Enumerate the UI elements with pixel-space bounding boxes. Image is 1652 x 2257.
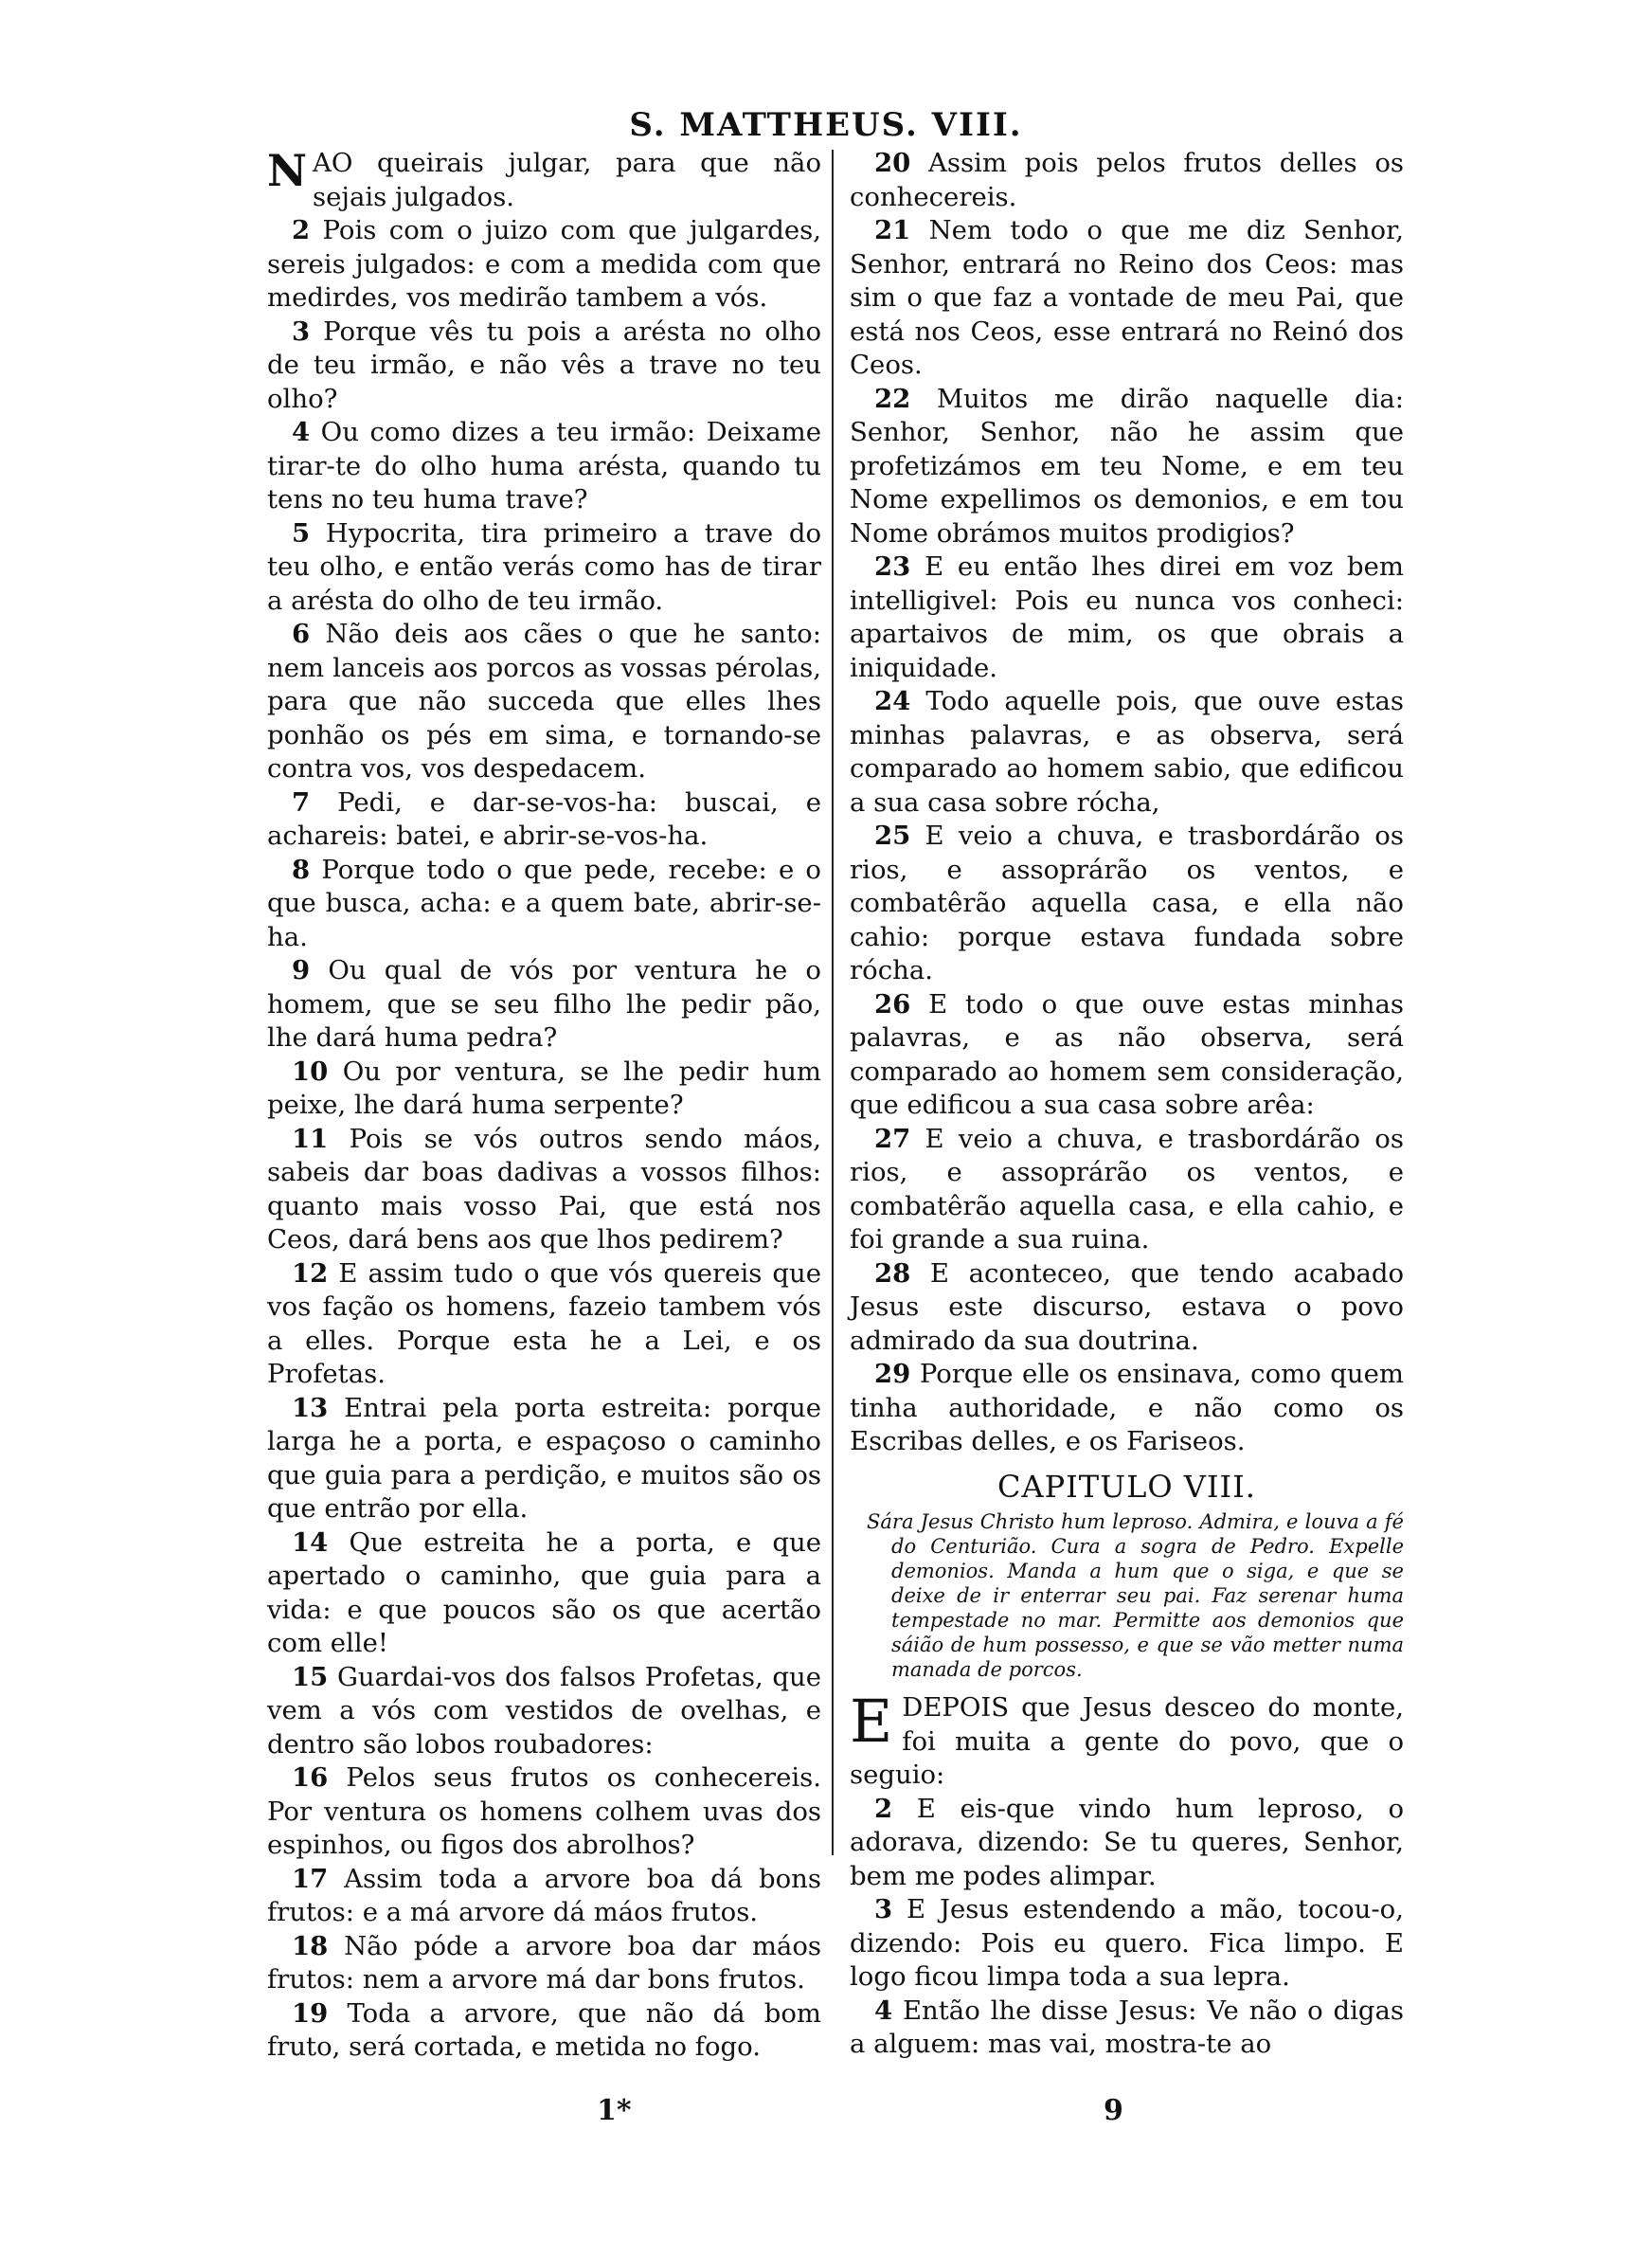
verse [267, 618, 821, 786]
verse-number: 4 [874, 1995, 893, 2026]
verse-text: E eu então lhes direi em voz bem intelligivel: Pois eu nunca vos conheci: apartaivos de mim, os que obrais a iniquidade. [850, 551, 1404, 683]
verse-text: Ou como dizes a teu irmão: Deixame tirar-te do olho huma arésta, quando tu tens no teu huma trave? [267, 417, 821, 515]
verse-text: Entrai pela porta estreita: porque larga he a porta, e espaçoso o caminho que guia para a perdição, e muitos são os que entrão por ella. [267, 1392, 821, 1524]
verse [267, 954, 821, 1056]
verse-number: 29 [874, 1359, 911, 1389]
verse-number: 10 [292, 1056, 329, 1087]
verse-text: Todo aquelle pois, que ouve estas minhas palavras, e as observa, será comparado ao homem sabio, que edificou a sua casa sobre rócha, [850, 686, 1404, 818]
verse-text: AO queirais julgar, para que não sejais julgados. [313, 148, 821, 212]
right-verse-list [850, 147, 1404, 1459]
verse-text: Porque elle os ensinava, como quem tinha authoridade, e não como os Escribas delles, e os Fariseos. [850, 1359, 1404, 1456]
verse-number: 22 [874, 383, 911, 414]
verse-number: 4 [292, 417, 311, 447]
verse-number: 9 [292, 955, 311, 985]
verse-text: Que estreita he a porta, e que apertado o caminho, que guia para a vida: e que poucos são os que acertão com elle! [267, 1526, 821, 1658]
verse-number: 20 [874, 148, 911, 178]
verse-text: E Jesus estendendo a mão, tocou-o, dizendo: Pois eu quero. Fica limpo. E logo ficou limpa toda a sua lepra. [850, 1894, 1404, 1992]
verse-text: Hypocrita, tira primeiro a trave do teu olho, e então verás como has de tirar a arésta do olho de teu irmão. [267, 517, 821, 616]
verse-text: Nem todo o que me diz Senhor, Senhor, entrará no Reino dos Ceos: mas sim o que faz a vontade de meu Pai, que está nos Ceos, esse entrará no Reinó dos Ceos. [850, 215, 1404, 380]
left-column [267, 147, 821, 2065]
verse-number: 18 [292, 1930, 329, 1961]
verse [850, 1995, 1404, 2062]
verse [850, 147, 1404, 214]
verse-number: 25 [874, 821, 911, 851]
verse [850, 1123, 1404, 1257]
verse-text: Guardai-vos dos falsos Profetas, que vem a vós com vestidos de ovelhas, e dentro são lobos roubadores: [267, 1661, 821, 1760]
verse-number: 8 [292, 854, 311, 885]
verse [267, 1123, 821, 1257]
verse-text: DEPOIS que Jesus desceo do monte, foi muita a gente do povo, que o seguio: [850, 1692, 1404, 1790]
verse [267, 517, 821, 619]
verse-text: Não deis aos cães o que he santo: nem lanceis aos porcos as vossas pérolas, para que não succeda que elles lhes ponhão os pés em sima, e tornando-se contra vos, vos despedacem. [267, 619, 821, 784]
verse-number: 13 [292, 1392, 329, 1423]
verse [850, 214, 1404, 383]
verse-text: Então lhe disse Jesus: Ve não o digas a alguem: mas vai, mostra-te ao [850, 1995, 1404, 2059]
chapter-8-verse-1 [850, 1687, 1404, 1793]
chapter-7-verse-1 [267, 147, 821, 214]
verse-number: 27 [874, 1123, 911, 1154]
verse-number: 5 [292, 517, 311, 549]
verse [850, 685, 1404, 820]
verse-text: Não póde a arvore boa dar máos frutos: nem a arvore má dar bons frutos. [267, 1930, 822, 1995]
verse [850, 551, 1404, 685]
verse-number: 26 [874, 988, 911, 1020]
verse [267, 214, 821, 316]
verse-text: Assim pois pelos frutos delles os conhecereis. [850, 148, 1404, 212]
verse [850, 988, 1404, 1123]
verse-text: E veio a chuva, e trasbordárão os rios, e assoprárão os ventos, e combatêrão aquella casa, e ella não cahio: porque estava fundada sobre rócha. [850, 821, 1404, 985]
verse [850, 383, 1404, 551]
verse [267, 786, 821, 854]
verse [850, 1257, 1404, 1359]
verse-text: E eis-que vindo hum leproso, o adorava, dizendo: Se tu queres, Senhor, bem me podes alimpar. [850, 1793, 1405, 1891]
verse-number: 28 [874, 1257, 911, 1289]
verse-number: 3 [874, 1894, 893, 1924]
verse-number: 12 [292, 1257, 329, 1289]
verse [267, 1661, 821, 1762]
page-number: 9 [1104, 2094, 1123, 2127]
verse-number: 2 [874, 1793, 893, 1824]
verse [267, 1257, 821, 1392]
verse-number: 19 [292, 1997, 329, 2029]
verse-number: 14 [292, 1526, 329, 1558]
verse [267, 1761, 821, 1863]
signature-mark: 1* [597, 2094, 632, 2127]
verse-text: Pois se vós outros sendo máos, sabeis dar boas dadivas a vossos filhos: quanto mais vosso Pai, que está nos Ceos, dará bens aos que lhos pedirem? [267, 1123, 821, 1255]
chapter-title: CAPITULO VIII. [997, 1468, 1256, 1505]
right-column [850, 147, 1404, 2062]
verse-number: 6 [292, 619, 311, 649]
verse-text: Pelos seus frutos os conhecereis. Por ventura os homens colhem uvas dos espinhos, ou figos dos abrolhos? [267, 1762, 821, 1860]
verse-number: 16 [292, 1762, 329, 1793]
verse-text: Assim toda a arvore boa dá bons frutos: e a má arvore dá máos frutos. [267, 1863, 822, 1927]
verse-text: Porque vês tu pois a arésta no olho de teu irmão, e não vês a trave no teu olho? [267, 316, 822, 414]
right-verse-list-chapter-8 [850, 1793, 1404, 2062]
chapter-summary: Sára Jesus Christo hum leproso. Admira, e louva a fé do Centurião. Cura a sogra de Pedro. Expelle demonios. Manda a hum que o siga, e que se deixe de ir enterrar seu pai. Faz serenar huma tempestade no mar. Permitte aos demonios que sáião de hum possesso, e que se vão metter numa manada de porcos. [867, 1510, 1404, 1681]
verse-number: 21 [874, 215, 911, 245]
verse-number: 24 [874, 686, 911, 716]
dropcap-letter: E [850, 1687, 893, 1756]
verse-text: Porque todo o que pede, recebe: e o que busca, acha: e a quem bate, abrir-se-ha. [267, 854, 821, 952]
verse-text: Toda a arvore, que não dá bom fruto, será cortada, e metida no fogo. [267, 1997, 821, 2062]
verse-number: 23 [874, 551, 911, 582]
verse-number: 11 [292, 1123, 329, 1154]
verse [850, 1893, 1404, 1995]
verse-text: E aconteceo, que tendo acabado Jesus este discurso, estava o povo admirado da sua doutrina. [850, 1257, 1405, 1356]
column-rule [832, 150, 834, 1855]
verse [267, 1863, 821, 1930]
verse-number: 3 [292, 316, 311, 347]
verse [850, 1358, 1404, 1459]
dropcap-letter: N [267, 145, 308, 196]
verse-number: 7 [292, 786, 311, 818]
verse-text: Ou qual de vós por ventura he o homem, que se seu filho lhe pedir pão, lhe dará huma pedra? [267, 955, 821, 1053]
verse-text: E assim tudo o que vós quereis que vos fação os homens, fazeio tambem vós a elles. Porque esta he a Lei, e os Profetas. [267, 1257, 821, 1389]
verse-number: 17 [292, 1863, 329, 1894]
verse [267, 316, 821, 417]
verse [850, 1793, 1404, 1894]
verse-text: E veio a chuva, e trasbordárão os rios, e assoprárão os ventos, e combatêrão aquella casa, e ella cahio, e foi grande a sua ruina. [850, 1123, 1404, 1255]
verse [267, 854, 821, 955]
verse [267, 1056, 821, 1123]
verse-text: Muitos me dirão naquelle dia: Senhor, Senhor, não he assim que profetizámos em teu Nome, e em teu Nome expellimos os demonios, e em tou Nome obrámos muitos prodigios? [850, 383, 1404, 549]
verse-text: Ou por ventura, se lhe pedir hum peixe, lhe dará huma serpente? [267, 1056, 821, 1120]
verse-number: 2 [292, 215, 311, 245]
verse [850, 820, 1404, 988]
verse-text: E todo o que ouve estas minhas palavras, e as não observa, será comparado ao homem sem consideração, que edificou a sua casa sobre arêa: [850, 988, 1404, 1120]
verse-text: Pois com o juizo com que julgardes, sereis julgados: e com a medida com que medirdes, vos medirão tambem a vós. [267, 215, 821, 313]
verse [267, 1930, 821, 1997]
running-header: S. MATTHEUS. VIII. [629, 106, 1023, 144]
verse [267, 1997, 821, 2065]
verse-text: Pedi, e dar-se-vos-ha: buscai, e achareis: batei, e abrir-se-vos-ha. [267, 786, 821, 851]
verse [267, 1392, 821, 1526]
verse [267, 1526, 821, 1661]
verse-number: 15 [292, 1661, 329, 1692]
left-verse-list [267, 214, 821, 2065]
verse [267, 416, 821, 517]
